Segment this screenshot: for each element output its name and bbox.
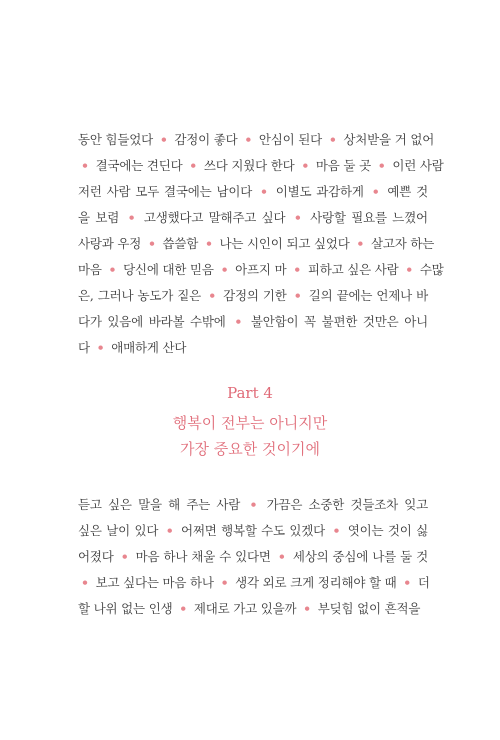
keyword-phrase: 상처받을 거 없어 — [343, 132, 435, 147]
bullet-separator: • — [108, 262, 117, 277]
keyword-phrase: 어쩌면 행복할 수도 있겠다 — [180, 523, 326, 538]
keyword-phrase: 이별도 과감하게 — [275, 184, 364, 199]
bullet-separator: • — [179, 601, 188, 616]
keyword-phrase: 이런 사람 — [392, 158, 444, 173]
keyword-phrase: 동안 힘들었다 — [78, 132, 154, 147]
keyword-phrase: 듣고 싶은 말을 해 주는 사람 — [78, 497, 241, 512]
keyword-phrase: 할 나위 없는 인생 — [78, 601, 173, 616]
bullet-separator: • — [204, 236, 213, 251]
bullet-separator: • — [260, 184, 268, 199]
bullet-separator: • — [293, 210, 302, 225]
keyword-phrase: 피하고 싶은 사람 — [307, 262, 399, 277]
bullet-separator: • — [277, 549, 286, 564]
text-block-2 — [78, 492, 428, 622]
keyword-phrase: 부딪힘 없이 흔적을 — [317, 601, 421, 616]
bullet-separator: • — [220, 575, 229, 590]
text-line — [78, 179, 428, 205]
keyword-phrase: 생각 외로 크게 정리해야 할 때 — [235, 575, 397, 590]
keyword-phrase: 예쁜 것 — [387, 184, 428, 199]
keyword-phrase: 감정의 기한 — [223, 288, 287, 303]
bullet-separator: • — [234, 314, 243, 329]
bullet-separator: • — [189, 158, 198, 173]
part-title-line-1: 행복이 전부는 아니지만 — [172, 414, 328, 432]
text-line — [78, 335, 428, 361]
bullet-separator: • — [332, 523, 341, 538]
keyword-phrase: 쓰다 지웠다 한다 — [203, 158, 295, 173]
text-line — [78, 283, 428, 309]
keyword-phrase: 아프지 마 — [235, 262, 287, 277]
text-line — [78, 309, 428, 335]
text-line — [78, 518, 428, 544]
text-line — [78, 127, 435, 153]
bullet-separator: • — [301, 158, 310, 173]
keyword-phrase: 마음 하나 채울 수 있다면 — [135, 549, 271, 564]
keyword-phrase: 길의 끝에는 언제나 바 — [308, 288, 428, 303]
text-line — [78, 153, 444, 179]
bullet-separator: • — [293, 262, 302, 277]
bullet-separator: • — [81, 158, 89, 173]
keyword-phrase: 다가 있음에 바라볼 수밖에 — [78, 314, 226, 329]
bullet-separator: • — [244, 132, 253, 147]
text-block-1 — [78, 127, 444, 361]
text-line — [78, 231, 435, 257]
keyword-phrase: 사랑할 필요를 느꼈어 — [310, 210, 428, 225]
bullet-separator: • — [328, 132, 337, 147]
bullet-separator: • — [405, 262, 414, 277]
bullet-separator: • — [403, 575, 412, 590]
bullet-separator: • — [220, 262, 229, 277]
keyword-phrase: 사랑과 우정 — [78, 236, 142, 251]
keyword-phrase: 다 — [78, 340, 90, 355]
bullet-separator: • — [371, 184, 380, 199]
text-line — [78, 492, 428, 518]
keyword-phrase: 애매하게 산다 — [111, 340, 187, 355]
part-label: Part 4 — [227, 384, 273, 402]
bullet-separator: • — [293, 288, 302, 303]
bullet-separator: • — [249, 497, 258, 512]
bullet-separator: • — [96, 340, 105, 355]
keyword-phrase: 엿이는 것이 싫 — [347, 523, 428, 538]
part-title-line-2: 가장 중요한 것이기에 — [180, 440, 320, 458]
bullet-separator: • — [165, 523, 174, 538]
keyword-phrase: 제대로 가고 있을까 — [193, 601, 297, 616]
keyword-phrase: 감정이 좋다 — [174, 132, 238, 147]
keyword-phrase: 씁쓸함 — [162, 236, 199, 251]
keyword-phrase: 살고자 하는 — [370, 236, 435, 251]
text-line — [78, 544, 428, 570]
keyword-phrase: 가끔은 소중한 것들조차 잊고 — [266, 497, 428, 512]
keyword-phrase: 저런 사람 모두 결국에는 남이다 — [78, 184, 253, 199]
keyword-phrase: 은, 그러나 농도가 짙은 — [78, 288, 202, 303]
keyword-phrase: 세상의 중심에 나를 둘 것 — [292, 549, 428, 564]
bullet-separator: • — [303, 601, 311, 616]
keyword-phrase: 수많 — [419, 262, 444, 277]
keyword-phrase: 안심이 된다 — [258, 132, 323, 147]
bullet-separator: • — [159, 132, 168, 147]
bullet-separator: • — [147, 236, 156, 251]
bullet-separator: • — [120, 549, 129, 564]
keyword-phrase: 당신에 대한 믿음 — [123, 262, 214, 277]
text-line — [78, 205, 428, 231]
text-line — [78, 257, 444, 283]
keyword-phrase: 나는 시인이 되고 싶었다 — [219, 236, 350, 251]
keyword-phrase: 싶은 날이 있다 — [78, 523, 159, 538]
keyword-phrase: 마음 — [78, 262, 102, 277]
keyword-phrase: 어졌다 — [78, 549, 114, 564]
bullet-separator: • — [356, 236, 365, 251]
keyword-phrase: 마음 둘 곳 — [315, 158, 371, 173]
bullet-separator: • — [127, 210, 136, 225]
text-line — [78, 596, 428, 622]
text-line — [78, 570, 428, 596]
bullet-separator: • — [377, 158, 386, 173]
keyword-phrase: 을 보렴 — [78, 210, 120, 225]
keyword-phrase: 고생했다고 말해주고 싶다 — [143, 210, 286, 225]
bullet-separator: • — [208, 288, 216, 303]
keyword-phrase: 불안함이 꼭 불편한 것만은 아니 — [250, 314, 428, 329]
keyword-phrase: 보고 싶다는 마음 하나 — [95, 575, 214, 590]
keyword-phrase: 결국에는 견딘다 — [95, 158, 183, 173]
part-heading — [0, 383, 500, 462]
keyword-phrase: 더 — [417, 575, 430, 590]
bullet-separator: • — [81, 575, 89, 590]
